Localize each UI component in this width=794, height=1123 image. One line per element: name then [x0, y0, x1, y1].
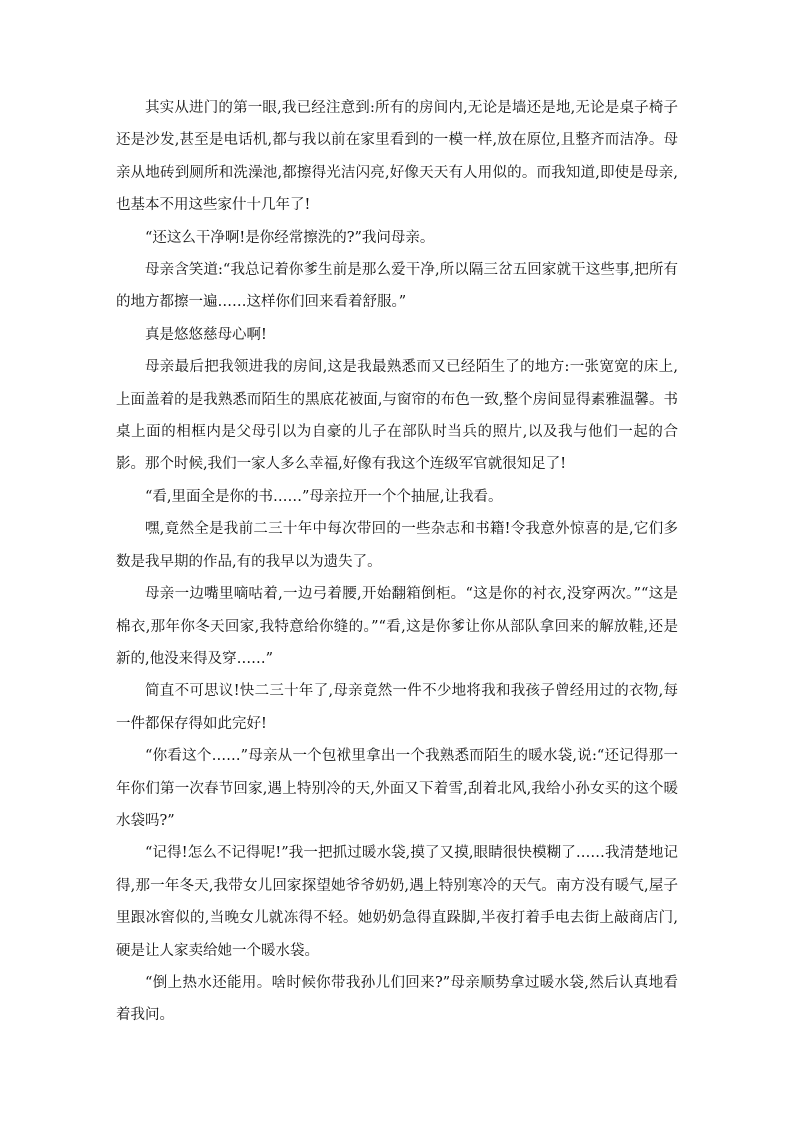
paragraph-7: 嘿,竟然全是我前二三十年中每次带回的一些杂志和书籍!令我意外惊喜的是,它们多数是我早期的作品,有的我早以为遗失了。 [116, 521, 678, 570]
paragraph-1: 其实从进门的第一眼,我已经注意到:所有的房间内,无论是墙还是地,无论是桌子椅子还是沙发,甚至是电话机,都与我以前在家里看到的一模一样,放在原位,且整齐而洁净。母亲从地砖到厕所和洗澡池,都擦得光洁闪亮,好像天天有人用似的。而我知道,即使是母亲,也基本不用这些家什十几年了! [116, 100, 678, 214]
paragraph-11: “记得!怎么不记得呢!”我一把抓过暖水袋,摸了又摸,眼睛很快模糊了……我清楚地记得,那一年冬天,我带女儿回家探望她爷爷奶奶,遇上特别寒冷的天气。南方没有暖气,屋子里跟冰窖似的,当晚女儿就冻得不轻。她奶奶急得直跺脚,半夜打着手电去街上敲商店门,硬是让人家卖给她一个暖水袋。 [116, 845, 678, 959]
paragraph-5: 母亲最后把我领进我的房间,这是我最熟悉而又已经陌生了的地方:一张宽宽的床上,上面盖着的是我熟悉而陌生的黑底花被面,与窗帘的布色一致,整个房间显得素雅温馨。书桌上面的相框内是父母引以为自豪的儿子在部队时当兵的照片,以及我与他们一起的合影。那个时候,我们一家人多么幸福,好像有我这个连级军官就很知足了! [116, 359, 678, 473]
paragraph-3: 母亲含笑道:“我总记着你爹生前是那么爱干净,所以隔三岔五回家就干这些事,把所有的地方都擦一遍……这样你们回来看着舒服。” [116, 262, 678, 311]
paragraph-8: 母亲一边嘴里嘀咕着,一边弓着腰,开始翻箱倒柜。“这是你的衬衣,没穿两次。”“这是棉衣,那年你冬天回家,我特意给你缝的。”“看,这是你爹让你从部队拿回来的解放鞋,还是新的,他没来得及穿……” [116, 586, 678, 667]
paragraph-12: “倒上热水还能用。啥时候你带我孙儿们回来?”母亲顺势拿过暖水袋,然后认真地看着我问。 [116, 974, 678, 1024]
paragraph-2: “还这么干净啊!是你经常擦洗的?”我问母亲。 [145, 229, 435, 246]
document-page [116, 92, 678, 1032]
paragraph-6: “看,里面全是你的书……”母亲拉开一个个抽屉,让我看。 [145, 488, 503, 505]
paragraph-4: 真是悠悠慈母心啊! [145, 326, 267, 343]
paragraph-10: “你看这个……”母亲从一个包袱里拿出一个我熟悉而陌生的暖水袋,说:“还记得那一年你们第一次春节回家,遇上特别冷的天,外面又下着雪,刮着北风,我给小孙女买的这个暖水袋吗?” [116, 748, 678, 829]
paragraph-9: 简直不可思议!快二三十年了,母亲竟然一件不少地将我和我孩子曾经用过的衣物,每一件都保存得如此完好! [116, 683, 678, 732]
